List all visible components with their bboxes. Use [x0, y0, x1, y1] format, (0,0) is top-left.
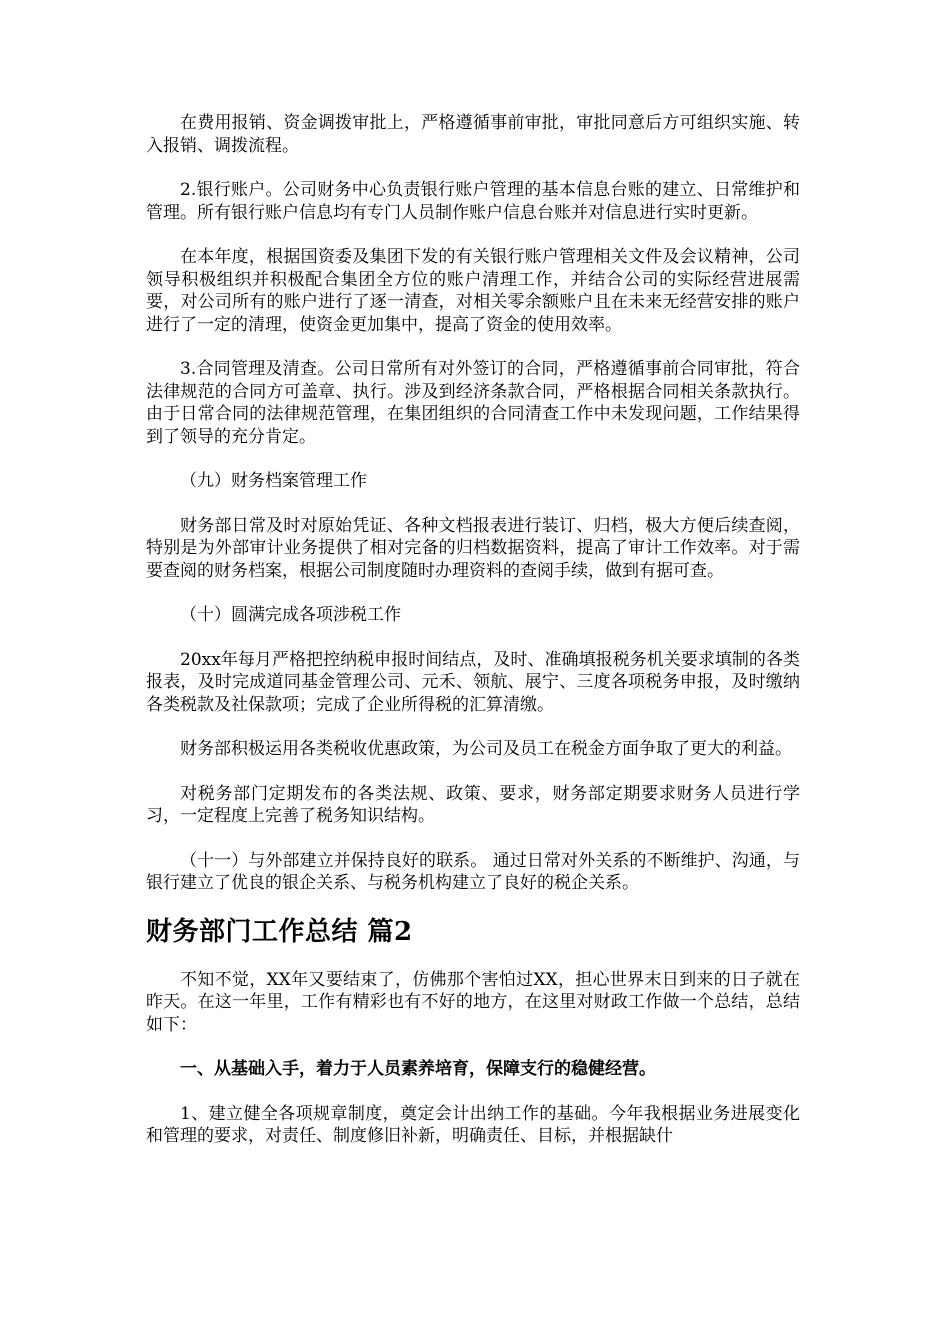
paragraph-tax-incentives: 财务部积极运用各类税收优惠政策，为公司及员工在税金方面争取了更大的利益。	[180, 739, 792, 759]
paragraph-rules-system: 1、建立健全各项规章制度，奠定会计出纳工作的基础。今年我根据业务进展变化和管理的要求，对责任、制度修旧补新，明确责任、目标，并根据缺什	[146, 1103, 800, 1146]
paragraph-tax-learning: 对税务部门定期发布的各类法规、政策、要求，财务部定期要求财务人员进行学习，一定程度上完善了税务知识结构。	[146, 783, 800, 826]
paragraph-expense-approval: 在费用报销、资金调拨审批上，严格遵循事前审批，审批同意后方可组织实施、转入报销、调拨流程。	[146, 113, 800, 156]
paragraph-year-intro: 不知不觉，XX年又要结束了，仿佛那个害怕过XX，担心世界末日到来的日子就在昨天。在这一年里，工作有精彩也有不好的地方，在这里对财政工作做一个总结，总结如下：	[146, 969, 800, 1035]
paragraph-external-relations: （十一）与外部建立并保持良好的联系。 通过日常对外关系的不断维护、沟通，与银行建立了优良的银企关系、与税务机构建立了良好的税企关系。	[146, 850, 800, 893]
subheading-archive-management: （九）财务档案管理工作	[180, 471, 367, 491]
document-page	[146, 112, 800, 1148]
paragraph-bank-accounts: 2.银行账户。公司财务中心负责银行账户管理的基本信息台账的建立、日常维护和管理。所有银行账户信息均有专门人员制作账户信息台账并对信息进行实时更新。	[146, 180, 800, 223]
paragraph-archive-details: 财务部日常及时对原始凭证、各种文档报表进行装订、归档，极大方便后续查阅，特别是为外部审计业务提供了相对完备的归档数据资料，提高了审计工作效率。对于需要查阅的财务档案，根据公司制度随时办理资料的查阅手续，做到有据可查。	[146, 515, 800, 581]
section-title: 财务部门工作总结 篇2	[146, 916, 413, 947]
paragraph-contract-management: 3.合同管理及清查。公司日常所有对外签订的合同，严格遵循事前合同审批，符合法律规范的合同方可盖章、执行。涉及到经济条款合同，严格根据合同相关条款执行。由于日常合同的法律规范管理，在集团组织的合同清查工作中未发现问题，工作结果得到了领导的充分肯定。	[146, 359, 800, 447]
paragraph-tax-filing: 20xx年每月严格把控纳税申报时间结点，及时、准确填报税务机关要求填制的各类报表，及时完成道同基金管理公司、元禾、领航、展宁、三度各项税务申报，及时缴纳各类税款及社保款项；完成了企业所得税的汇算清缴。	[146, 649, 800, 715]
paragraph-account-cleanup: 在本年度，根据国资委及集团下发的有关银行账户管理相关文件及会议精神，公司领导积极组织并积极配合集团全方位的账户清理工作，并结合公司的实际经营进展需要，对公司所有的账户进行了逐一清查，对相关零余额账户且在未来无经营安排的账户进行了一定的清理，使资金更加集中，提高了资金的使用效率。	[146, 247, 800, 335]
subheading-tax-work: （十）圆满完成各项涉税工作	[180, 605, 401, 625]
subheading-basic-foundation: 一、从基础入手，着力于人员素养培育，保障支行的稳健经营。	[180, 1059, 656, 1079]
